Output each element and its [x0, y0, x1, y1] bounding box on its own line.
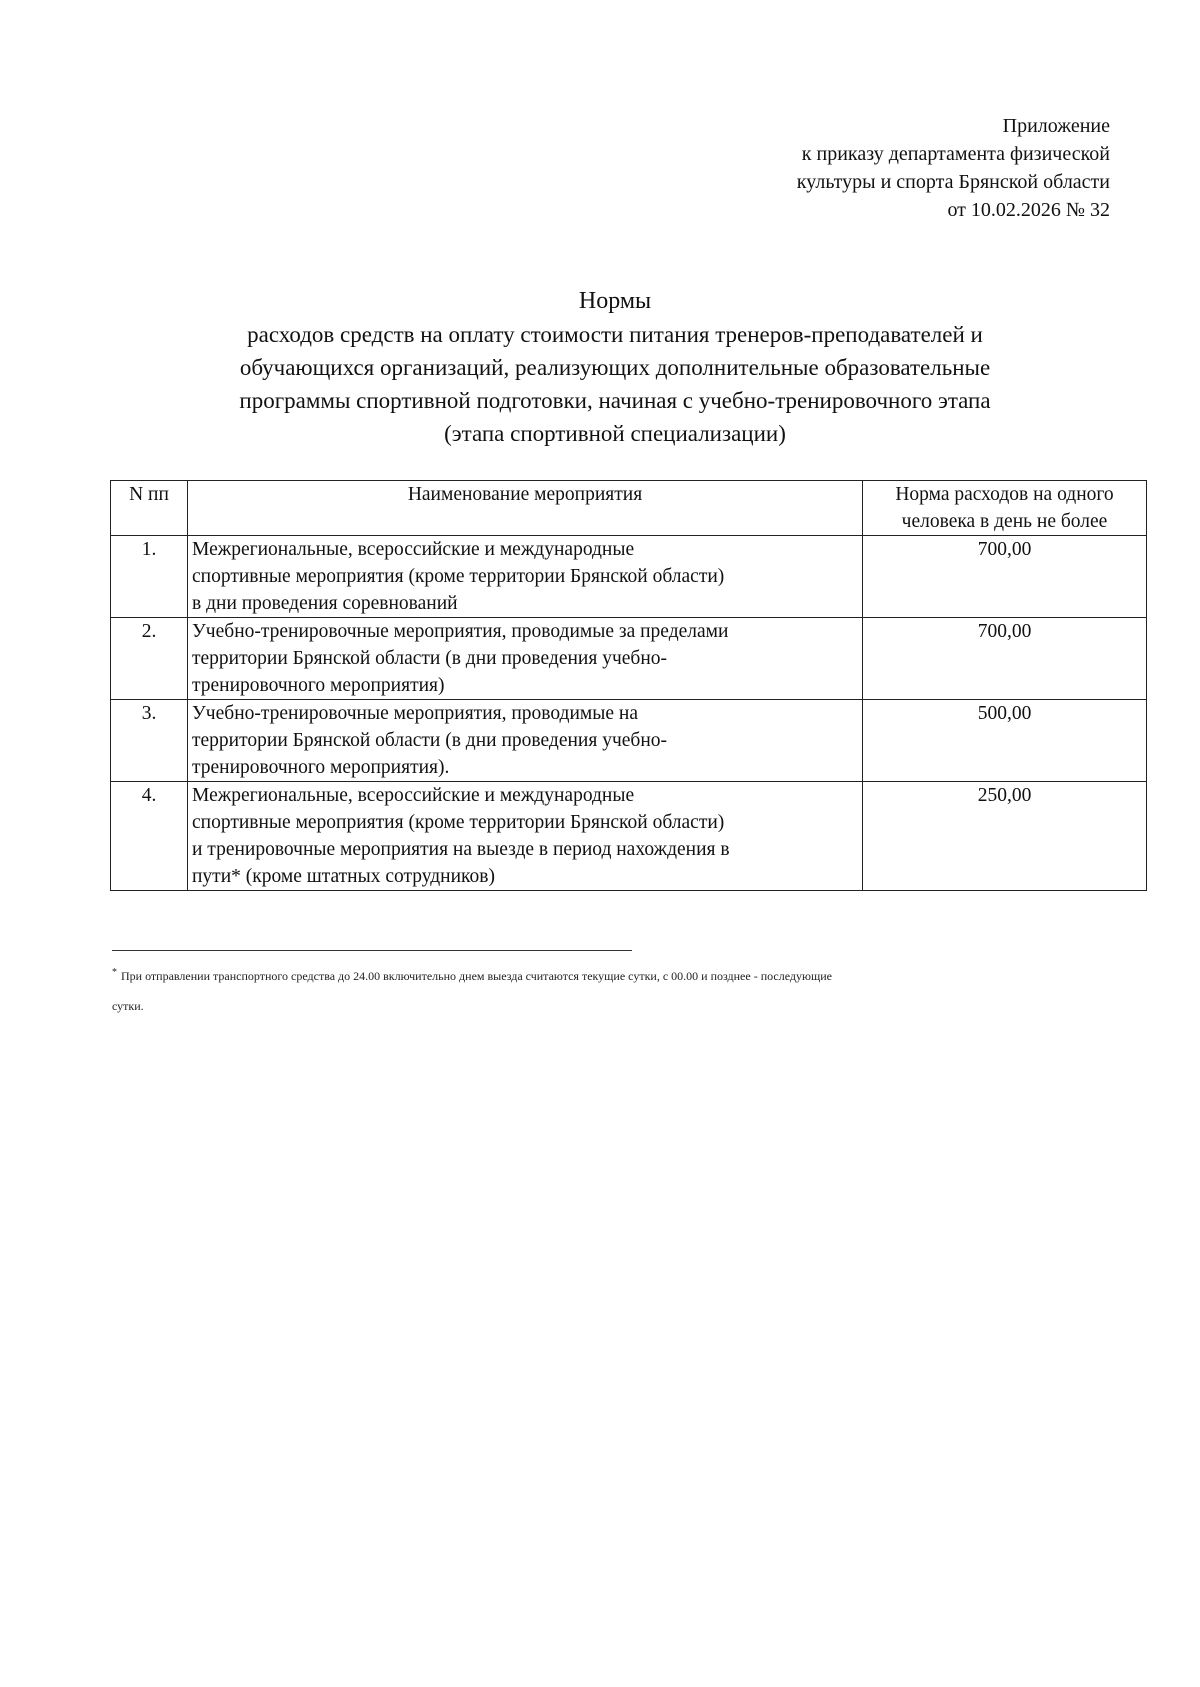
- header-norm-line-1: Норма расходов на одного: [895, 484, 1114, 505]
- row-name: [188, 536, 863, 618]
- header-num: N пп: [111, 481, 188, 536]
- table-row: [111, 536, 1147, 618]
- header-norm-line-2: человека в день не более: [901, 511, 1108, 532]
- document-title-block: [110, 286, 1120, 450]
- row-norm: 250,00: [863, 782, 1147, 891]
- row-name-line: Учебно-тренировочные мероприятия, проводимые за пределами: [192, 621, 729, 642]
- appendix-line-3: культуры и спорта Брянской области: [796, 171, 1110, 193]
- header-name: Наименование мероприятия: [188, 481, 863, 536]
- subtitle-line-1: расходов средств на оплату стоимости питания тренеров-преподавателей и: [247, 322, 983, 347]
- row-norm: 500,00: [863, 700, 1147, 782]
- footnote-line-1: [112, 958, 1122, 991]
- row-num: 3.: [111, 700, 188, 782]
- document-title: Нормы: [578, 288, 652, 314]
- appendix-line-4: от 10.02.2026 № 32: [947, 199, 1110, 221]
- subtitle-line-4: (этапа спортивной специализации): [444, 421, 786, 446]
- table-header-row: [111, 481, 1147, 536]
- row-name-line: и тренировочные мероприятия на выезде в период нахождения в: [192, 839, 730, 860]
- document-subtitle: [110, 318, 1120, 450]
- norms-table: [110, 480, 1147, 891]
- footnote: [112, 958, 1122, 1021]
- row-norm: 700,00: [863, 618, 1147, 700]
- row-name-line: спортивные мероприятия (кроме территории Брянской области): [192, 812, 725, 833]
- row-name: [188, 700, 863, 782]
- row-name-line: спортивные мероприятия (кроме территории Брянской области): [192, 566, 725, 587]
- appendix-line-1: Приложение: [1002, 115, 1110, 137]
- row-num: 1.: [111, 536, 188, 618]
- subtitle-line-3: программы спортивной подготовки, начиная с учебно-тренировочного этапа: [239, 388, 991, 413]
- row-name-line: Межрегиональные, всероссийские и международные: [192, 539, 635, 560]
- row-num: 4.: [111, 782, 188, 891]
- table-row: [111, 782, 1147, 891]
- row-name-line: территории Брянской области (в дни проведения учебно-: [192, 730, 668, 751]
- row-norm: 700,00: [863, 536, 1147, 618]
- table-row: [111, 618, 1147, 700]
- appendix-line-2: к приказу департамента физической: [801, 143, 1110, 165]
- footnote-separator: [112, 950, 632, 951]
- footnote-mark: *: [112, 967, 117, 978]
- row-name-line: пути* (кроме штатных сотрудников): [192, 866, 495, 887]
- row-name: [188, 618, 863, 700]
- appendix-header: [797, 112, 1110, 224]
- table-row: [111, 700, 1147, 782]
- row-num: 2.: [111, 618, 188, 700]
- subtitle-line-2: обучающихся организаций, реализующих дополнительные образовательные: [239, 355, 991, 380]
- row-name-line: Межрегиональные, всероссийские и международные: [192, 785, 635, 806]
- row-name-line: тренировочного мероприятия): [192, 675, 445, 696]
- row-name-line: территории Брянской области (в дни проведения учебно-: [192, 648, 668, 669]
- footnote-text: При отправлении транспортного средства до 24.00 включительно днем выезда считаются текущие сутки, с 00.00 и позднее - последующие: [121, 969, 832, 983]
- row-name-line: Учебно-тренировочные мероприятия, проводимые на: [192, 703, 638, 724]
- row-name-line: тренировочного мероприятия).: [192, 757, 450, 778]
- header-norm: [863, 481, 1147, 536]
- row-name-line: в дни проведения соревнований: [192, 593, 458, 614]
- row-name: [188, 782, 863, 891]
- footnote-line-2: сутки.: [112, 999, 144, 1013]
